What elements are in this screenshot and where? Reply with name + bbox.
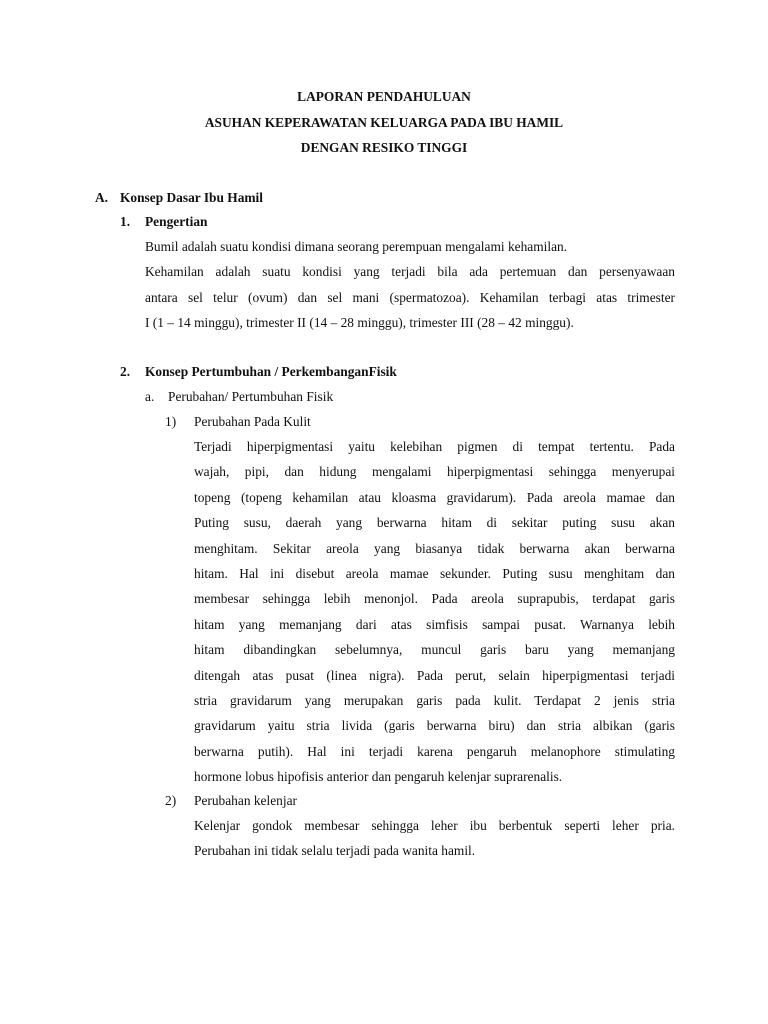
- item-1-heading: Pengertian: [145, 214, 208, 229]
- paragraph-line: stria gravidarum yang merupakan garis pada kulit. Terdapat 2 jenis stria: [194, 693, 675, 709]
- paragraph-line: hitam. Hal ini disebut areola mamae sekunder. Puting susu menghitam dan: [194, 566, 675, 582]
- paragraph-line: berwarna putih). Hal ini terjadi karena pengaruh melanophore stimulating: [194, 743, 675, 759]
- title-line-1: LAPORAN PENDAHULUAN: [297, 89, 471, 104]
- paragraph-line: hitam dibandingkan sebelumnya, muncul garis baru yang memanjang: [194, 642, 675, 658]
- paragraph-line: topeng (topeng kehamilan atau kloasma gravidarum). Pada areola mamae dan: [194, 489, 675, 505]
- sub-2-marker: 2): [165, 793, 177, 808]
- item-2-marker: 2.: [120, 364, 131, 379]
- sub-a-heading: Perubahan/ Pertumbuhan Fisik: [168, 389, 334, 404]
- paragraph-line: Kehamilan adalah suatu kondisi yang terjadi bila ada pertemuan dan persenyawaan: [145, 264, 675, 280]
- paragraph-line: ditengah atas pusat (linea nigra). Pada perut, selain hiperpigmentasi terjadi: [194, 667, 675, 683]
- item-1-marker: 1.: [120, 214, 131, 229]
- paragraph-line: hitam yang memanjang dari atas simfisis sampai pusat. Warnanya lebih: [194, 616, 675, 632]
- sub-1-paragraph: [194, 434, 675, 790]
- paragraph-line: Kelenjar gondok membesar sehingga leher ibu berbentuk seperti leher pria.: [194, 818, 675, 833]
- paragraph-line: Bumil adalah suatu kondisi dimana seorang perempuan mengalami kehamilan.: [145, 239, 568, 254]
- section-a-heading: Konsep Dasar Ibu Hamil: [120, 190, 263, 205]
- paragraph-line: Puting susu, daerah yang berwarna hitam di sekitar puting susu akan: [194, 515, 675, 531]
- item-2-heading: Konsep Pertumbuhan / PerkembanganFisik: [145, 364, 397, 379]
- paragraph-line: antara sel telur (ovum) dan sel mani (spermatozoa). Kehamilan terbagi atas trimester: [145, 289, 675, 305]
- paragraph-line: wajah, pipi, dan hidung mengalami hiperpigmentasi sehingga menyerupai: [194, 464, 675, 480]
- title-line-2: ASUHAN KEPERAWATAN KELUARGA PADA IBU HAMIL: [204, 115, 564, 130]
- paragraph-line: Perubahan ini tidak selalu terjadi pada wanita hamil.: [194, 843, 476, 859]
- section-a-marker: A.: [95, 190, 109, 205]
- sub-2-heading: Perubahan kelenjar: [194, 793, 297, 808]
- paragraph-line: membesar sehingga lebih menonjol. Pada areola suprapubis, terdapat garis: [194, 591, 675, 607]
- paragraph-line: hormone lobus hipofisis anterior dan pengaruh kelenjar suprarenalis.: [194, 769, 563, 785]
- sub-1-heading: Perubahan Pada Kulit: [194, 414, 311, 429]
- sub-a-marker: a.: [145, 389, 155, 404]
- sub-2-paragraph: [194, 813, 675, 864]
- paragraph-line: menghitam. Sekitar areola yang biasanya tidak berwarna akan berwarna: [194, 540, 675, 556]
- paragraph-line: I (1 – 14 minggu), trimester II (14 – 28 minggu), trimester III (28 – 42 minggu).: [145, 315, 574, 331]
- paragraph-line: Terjadi hiperpigmentasi yaitu kelebihan pigmen di tempat tertentu. Pada: [194, 439, 675, 454]
- sub-1-marker: 1): [165, 414, 177, 429]
- title-line-3: DENGAN RESIKO TINGGI: [300, 140, 468, 155]
- paragraph-line: gravidarum yaitu stria livida (garis berwarna biru) dan stria albikan (garis: [194, 718, 675, 734]
- item-1-paragraph: [145, 234, 675, 336]
